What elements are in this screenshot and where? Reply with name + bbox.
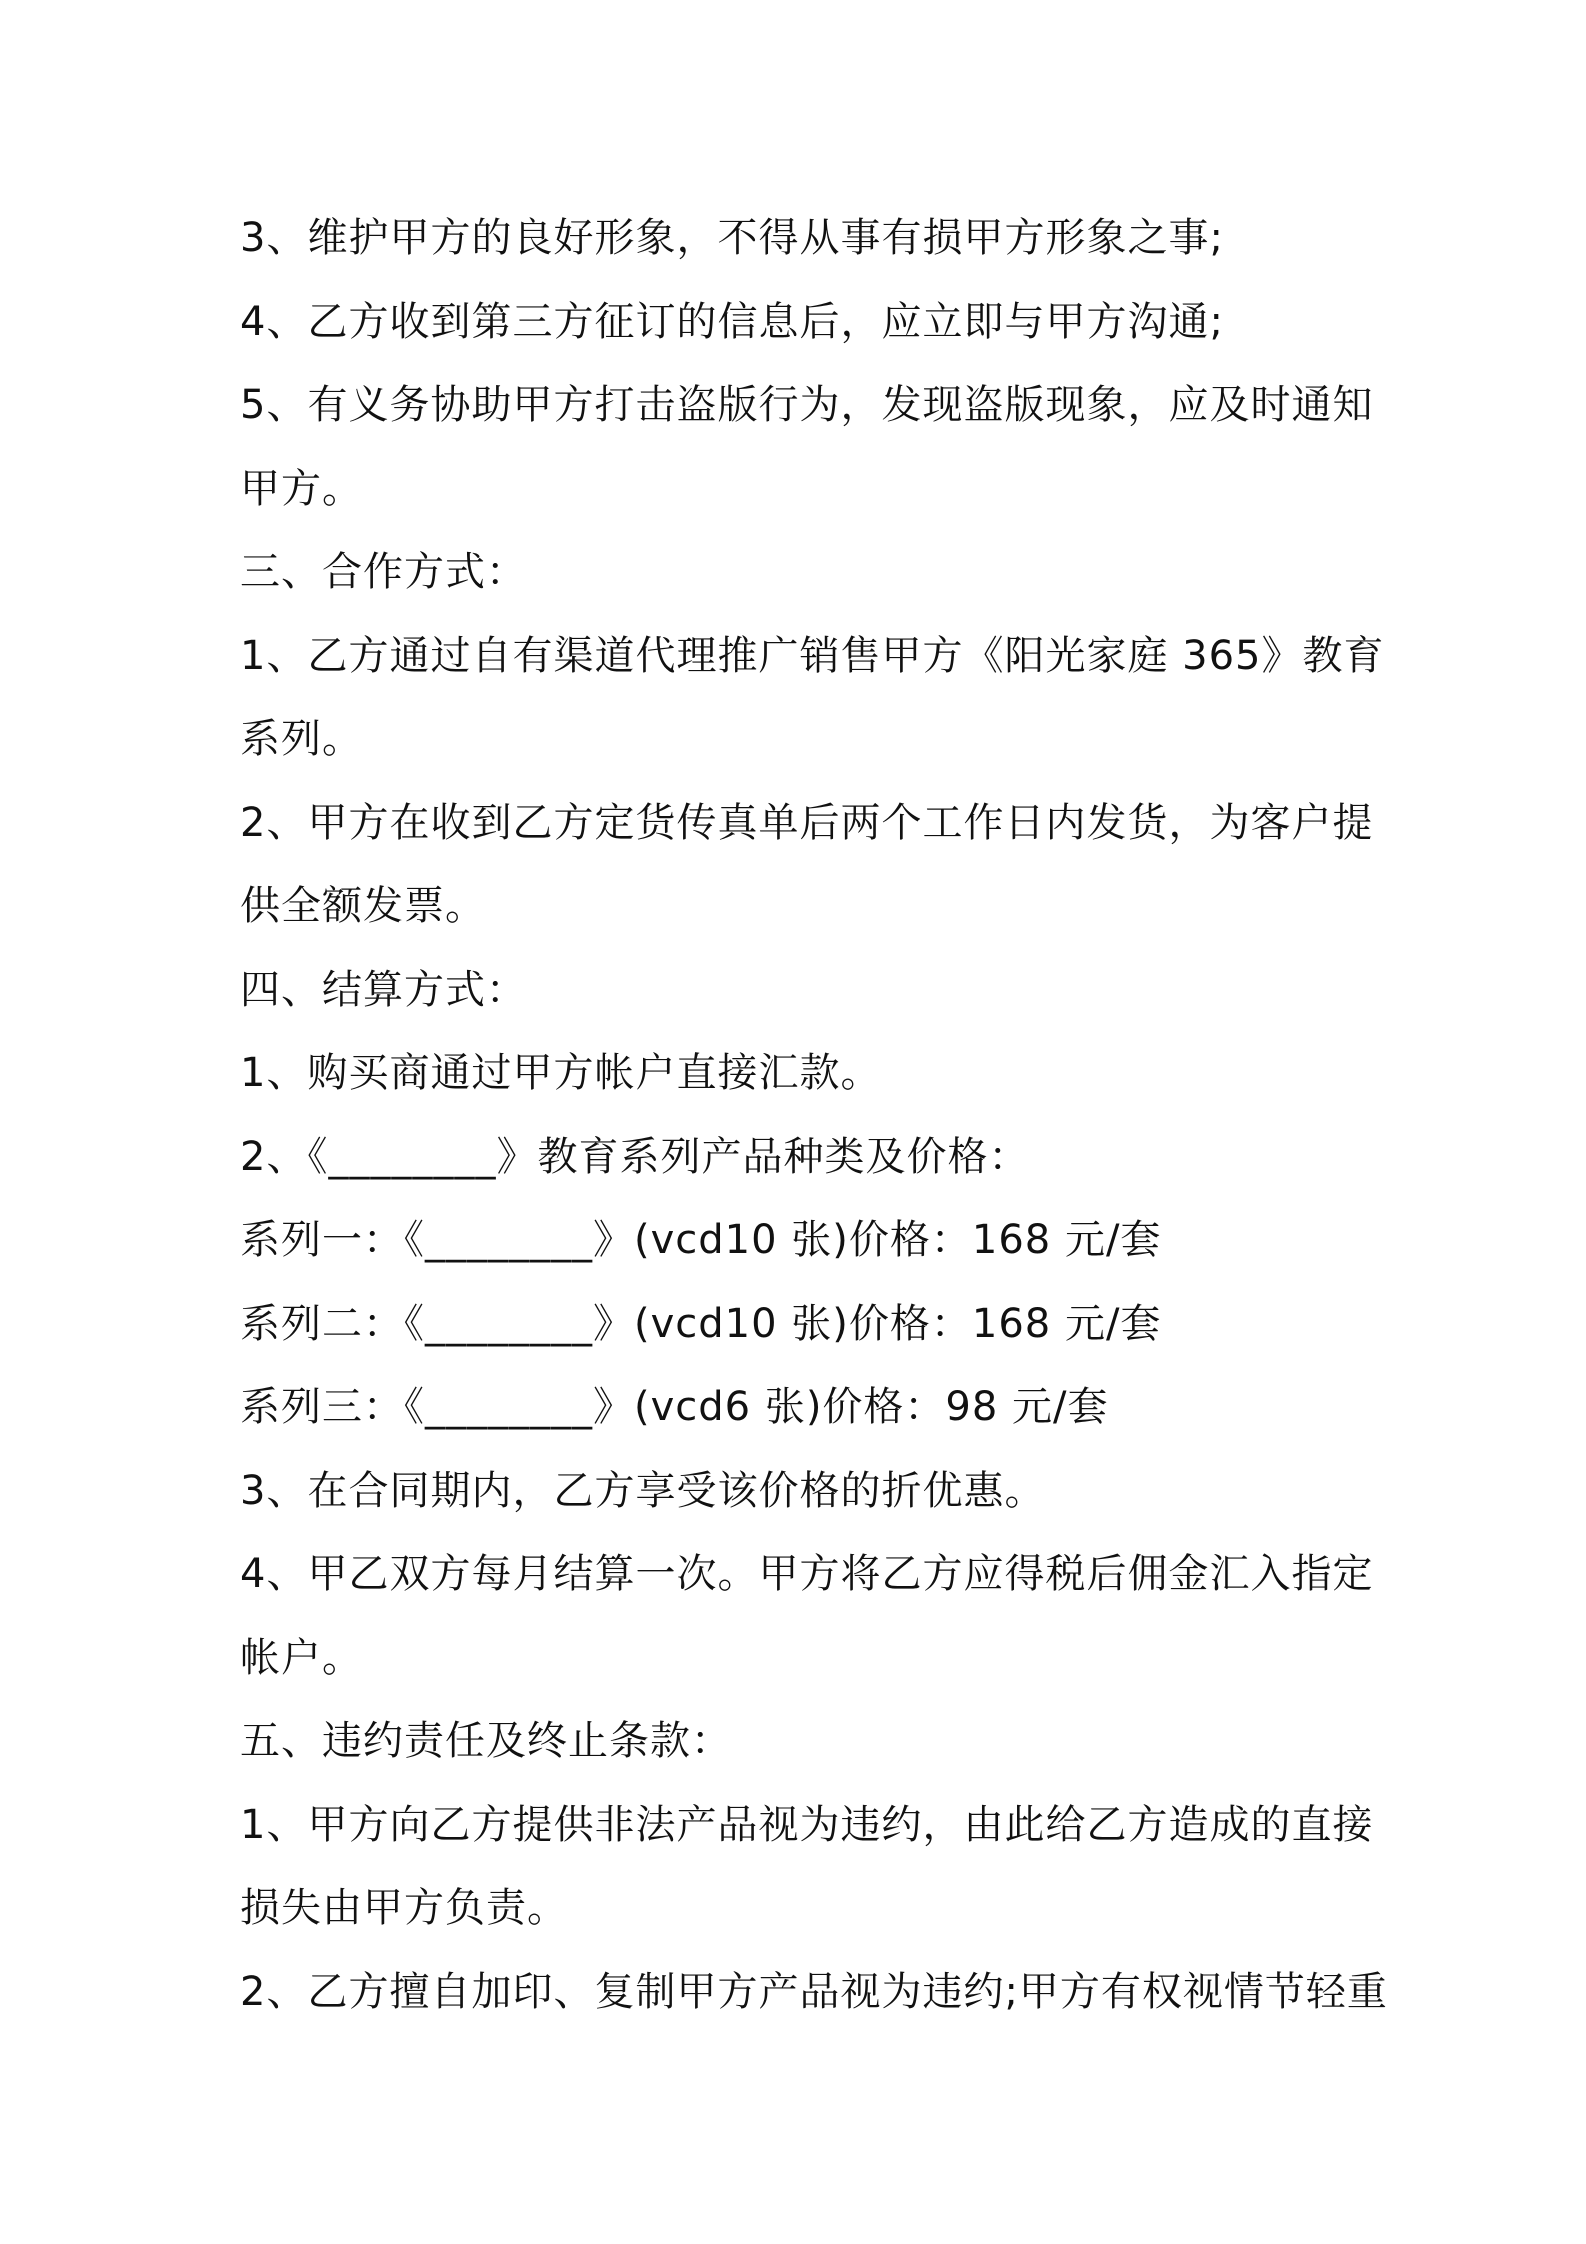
text-line: 系列。 xyxy=(240,716,363,762)
text-line: 3、在合同期内，乙方享受该价格的折优惠。 xyxy=(240,1467,1046,1514)
text-line: 1、购买商通过甲方帐户直接汇款。 xyxy=(240,1050,882,1096)
text-line: 供全额发票。 xyxy=(240,883,486,929)
text-line: 帐户。 xyxy=(240,1634,363,1681)
text-line: 甲方。 xyxy=(240,465,363,512)
text-line: 3、维护甲方的良好形象，不得从事有损甲方形象之事; xyxy=(240,215,1224,261)
document-body xyxy=(240,197,1388,2034)
text-line: 5、有义务协助甲方打击盗版行为，发现盗版现象，应及时通知 xyxy=(240,382,1374,428)
text-line: 2、乙方擅自加印、复制甲方产品视为违约;甲方有权视情节轻重 xyxy=(240,1968,1388,2015)
section-heading: 三、合作方式： xyxy=(240,549,527,595)
price-line: 系列二：《________》(vcd10 张)价格：168 元/套 xyxy=(240,1300,1162,1347)
text-line: 1、乙方通过自有渠道代理推广销售甲方《阳光家庭 365》教育 xyxy=(240,632,1385,679)
section-heading: 四、结算方式： xyxy=(240,966,527,1013)
text-line: 2、《________》教育系列产品种类及价格： xyxy=(240,1133,1030,1180)
price-line: 系列一：《________》(vcd10 张)价格：168 元/套 xyxy=(240,1217,1162,1263)
text-line: 4、乙方收到第三方征订的信息后，应立即与甲方沟通; xyxy=(240,298,1224,345)
price-line: 系列三：《________》(vcd6 张)价格：98 元/套 xyxy=(240,1384,1109,1430)
text-line: 2、甲方在收到乙方定货传真单后两个工作日内发货，为客户提 xyxy=(240,799,1374,846)
text-line: 1、甲方向乙方提供非法产品视为违约，由此给乙方造成的直接 xyxy=(240,1801,1374,1848)
text-line: 损失由甲方负责。 xyxy=(240,1885,568,1931)
section-heading: 五、违约责任及终止条款： xyxy=(240,1718,732,1764)
text-line: 4、甲乙双方每月结算一次。甲方将乙方应得税后佣金汇入指定 xyxy=(240,1551,1374,1597)
